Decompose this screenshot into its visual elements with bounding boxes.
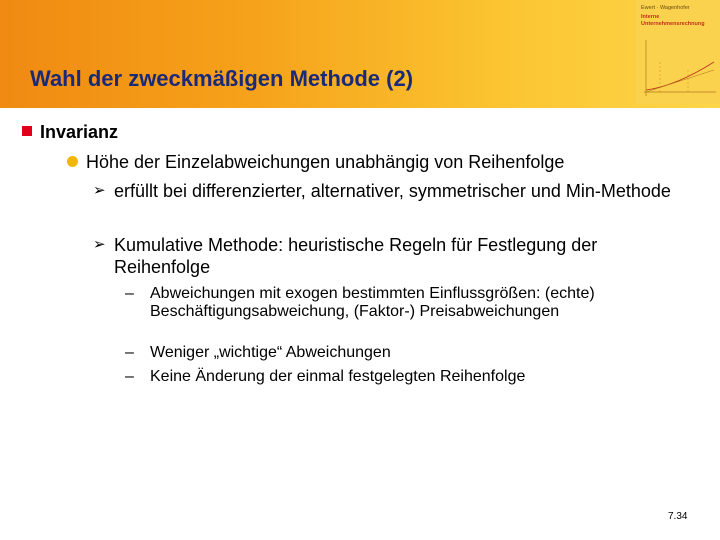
square-bullet-icon (22, 126, 32, 136)
book-cover-chart-icon (636, 0, 720, 104)
round-bullet-icon (67, 156, 78, 167)
bullet-text: Höhe der Einzelabweichungen unabhängig von Reihenfolge (86, 152, 565, 172)
book-title-line1: Interne (641, 14, 660, 20)
dash-bullet-icon: – (125, 344, 134, 361)
bullet-level3 (93, 234, 694, 278)
bullet-level4 (125, 344, 670, 362)
bullet-level4 (125, 285, 670, 321)
arrow-bullet-icon: ➢ (93, 236, 106, 253)
bullet-text: Weniger „wichtige“ Abweichungen (150, 344, 391, 361)
dash-bullet-icon: – (125, 368, 134, 385)
dash-bullet-icon: – (125, 285, 134, 302)
slide-title: Wahl der zweckmäßigen Methode (2) (30, 66, 414, 91)
bullet-level1 (40, 122, 118, 143)
page-number: 7.34 (668, 511, 688, 522)
bullet-text: Kumulative Methode: heuristische Regeln für Festlegung der Reihenfolge (114, 235, 598, 277)
bullet-text: Keine Änderung der einmal festgelegten Reihenfolge (150, 368, 526, 385)
bullet-level2 (86, 152, 564, 173)
bullet-text: Invarianz (40, 122, 119, 142)
book-authors: Ewert · Wagenhofer (641, 5, 690, 11)
book-title-line2: Unternehmensrechnung (641, 21, 705, 27)
bullet-level3 (93, 180, 694, 202)
bullet-level4 (125, 368, 670, 386)
arrow-bullet-icon: ➢ (93, 182, 106, 199)
bullet-text: Abweichungen mit exogen bestimmten Einflussgrößen: (echte) Beschäftigungsabweichung, (Faktor-) Preisabweichungen (150, 285, 595, 320)
bullet-text: erfüllt bei differenzierter, alternativer, symmetrischer und Min-Methode (114, 181, 671, 201)
book-cover-thumbnail (636, 0, 720, 104)
